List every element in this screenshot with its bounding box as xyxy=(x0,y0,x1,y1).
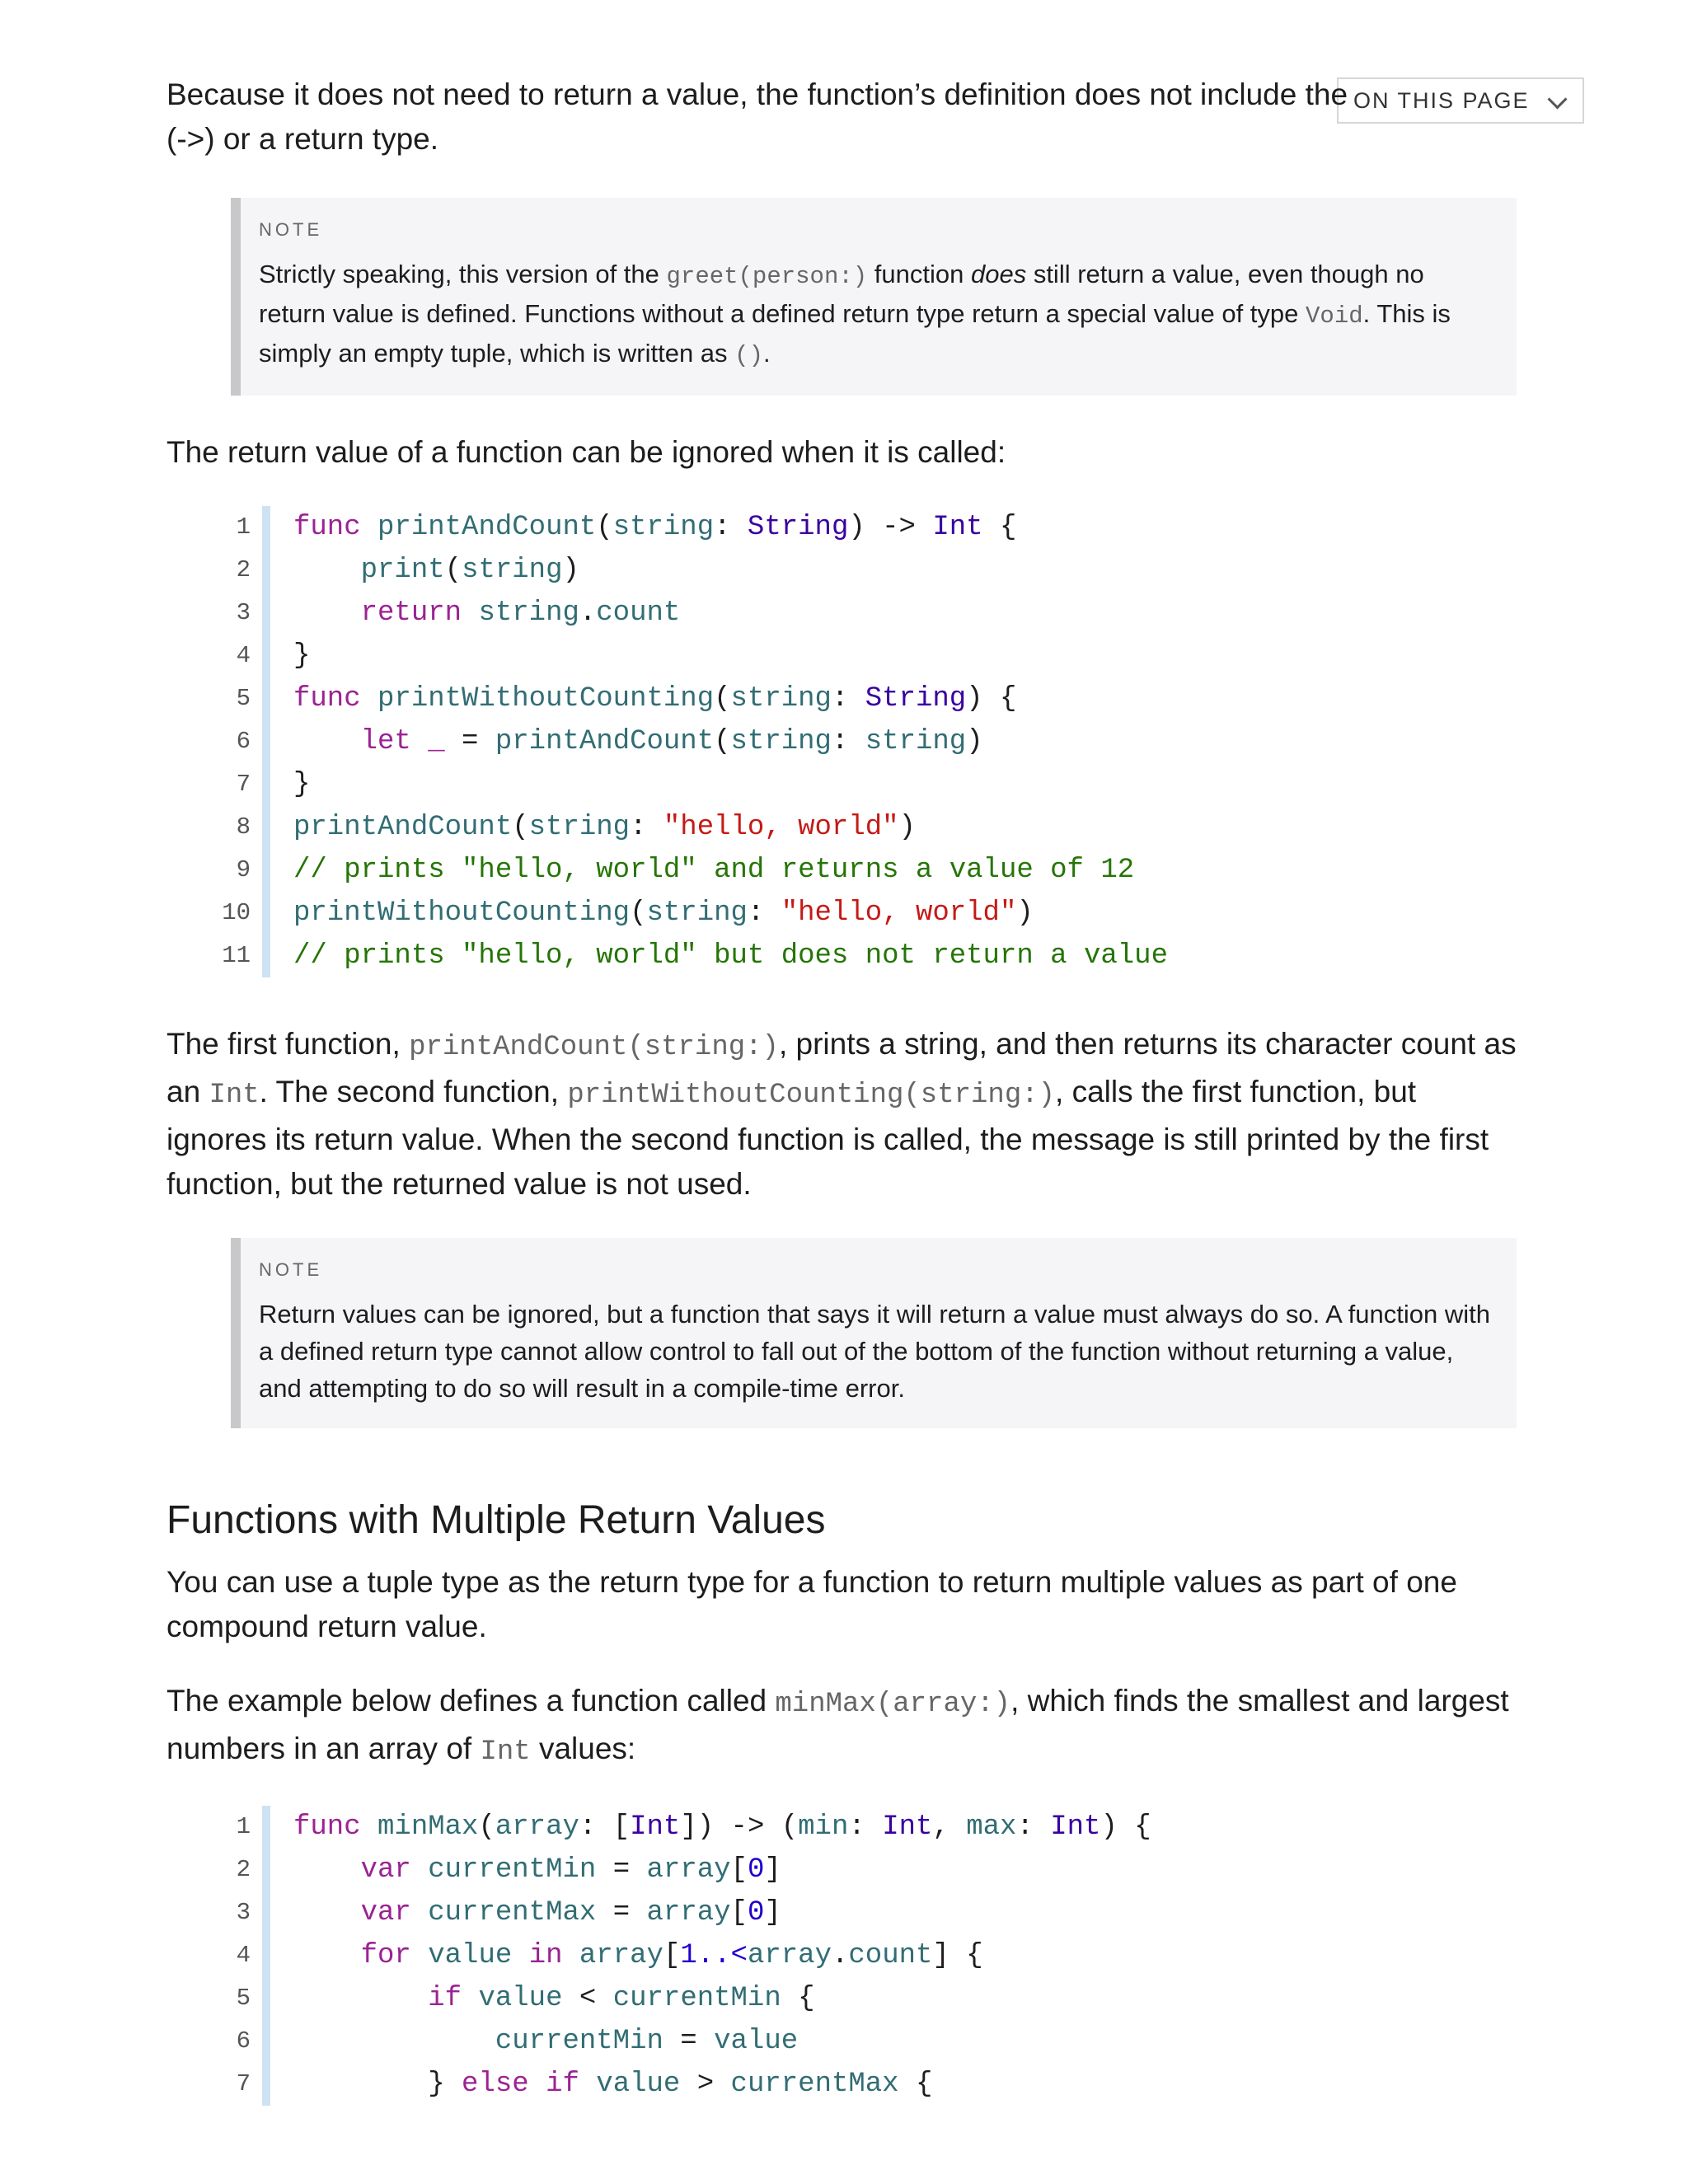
paragraph-first-function xyxy=(166,1022,1518,1207)
line-number: 7 xyxy=(236,771,251,798)
note-label: NOTE xyxy=(259,219,323,240)
code-line: for value in array[1..<array.count] { xyxy=(360,1940,983,1971)
code-line: printAndCount(string: "hello, world") xyxy=(293,812,916,843)
text: The first function, xyxy=(166,1027,410,1061)
code-line: } else if value > currentMax { xyxy=(428,2069,933,2100)
note-return-values xyxy=(231,1238,1517,1428)
code-block-print-and-count xyxy=(191,506,1518,977)
line-numbers xyxy=(191,506,270,977)
code-block-min-max xyxy=(191,1806,1518,2106)
line-number: 3 xyxy=(236,599,251,626)
code-line: func minMax(array: [Int]) -> (min: Int, max: Int) { xyxy=(293,1811,1151,1843)
line-number: 5 xyxy=(236,1985,251,2012)
line-number: 3 xyxy=(236,1899,251,1926)
note-text-part: function xyxy=(867,260,971,288)
paragraph-example xyxy=(166,1679,1518,1774)
code-line: currentMin = value xyxy=(495,2026,799,2057)
code-line: func printWithoutCounting(string: String) { xyxy=(293,683,1017,715)
note-text-part: still return a value, even though no return value is defined. Functions without a defined return type return a special value of type xyxy=(259,260,1424,328)
intro-paragraph xyxy=(166,73,1518,162)
line-number: 4 xyxy=(236,1942,251,1969)
inline-code: () xyxy=(734,342,763,369)
code-line: } xyxy=(293,769,311,800)
code-line: return string.count xyxy=(360,598,681,629)
note-text-part: . xyxy=(762,339,771,368)
line-number: 7 xyxy=(236,2070,251,2097)
emphasis: does xyxy=(970,260,1027,288)
inline-code: minMax(array:) xyxy=(775,1689,1011,1720)
line-number: 6 xyxy=(236,728,251,755)
text: , prints a string, and then returns its character count as an xyxy=(166,1027,1517,1108)
inline-code: printWithoutCounting(string:) xyxy=(567,1080,1056,1111)
code-lines xyxy=(270,1806,1151,2106)
inline-code: Void xyxy=(1306,302,1363,330)
text: , which finds the smallest and largest numbers in an array of xyxy=(166,1684,1509,1765)
note-text xyxy=(259,255,1490,374)
line-number: 11 xyxy=(222,942,251,969)
chevron-down-icon xyxy=(1547,89,1567,109)
code-line: var currentMax = array[0] xyxy=(360,1897,781,1929)
text: , calls the first function, but ignores its return value. When the second function is called, the message is still printed by the first function, but the returned value is not used. xyxy=(166,1075,1489,1201)
inline-code: Int xyxy=(209,1080,260,1111)
text: values: xyxy=(530,1732,636,1765)
line-number: 8 xyxy=(236,813,251,841)
code-line: let _ = printAndCount(string: string) xyxy=(360,726,983,757)
line-number: 6 xyxy=(236,2027,251,2055)
code-lines xyxy=(270,506,1168,977)
intro-line-1: Because it does not need to return a value, the function’s definition does not include the xyxy=(166,77,1348,111)
inline-code: greet(person:) xyxy=(666,263,868,290)
code-line: func printAndCount(string: String) -> Int { xyxy=(293,512,1017,543)
text: The example below defines a function called xyxy=(166,1684,776,1718)
line-number: 2 xyxy=(236,556,251,583)
paragraph-tuple: You can use a tuple type as the return type for a function to return multiple values as part of one compound return value. xyxy=(166,1565,1457,1643)
note-text-part: . This is simply an empty tuple, which is written as xyxy=(259,299,1451,368)
line-number: 5 xyxy=(236,685,251,712)
text: . The second function, xyxy=(259,1075,568,1108)
code-line: printWithoutCounting(string: "hello, world") xyxy=(293,898,1034,929)
line-number: 9 xyxy=(236,856,251,883)
note-void xyxy=(231,198,1517,396)
intro-line-2: (->) or a return type. xyxy=(166,122,439,156)
inline-code: printAndCount(string:) xyxy=(409,1032,779,1063)
paragraph-ignored: The return value of a function can be ignored when it is called: xyxy=(166,435,1006,469)
inline-code: Int xyxy=(480,1736,531,1768)
line-number: 1 xyxy=(236,1813,251,1840)
code-line: // prints "hello, world" and returns a value of 12 xyxy=(293,855,1135,886)
code-line: if value < currentMin { xyxy=(428,1983,815,2014)
on-this-page-label: ON THIS PAGE xyxy=(1353,87,1530,113)
section-heading: Functions with Multiple Return Values xyxy=(166,1498,826,1542)
code-line: print(string) xyxy=(360,555,579,586)
note-text: Return values can be ignored, but a function that says it will return a value must always do so. A function with a defined return type cannot allow control to fall out of the bottom of the function without returning a value, and attempting to do so will result in a compile-time error. xyxy=(259,1300,1490,1403)
line-number: 4 xyxy=(236,642,251,669)
line-numbers xyxy=(191,1806,270,2106)
line-number: 10 xyxy=(222,899,251,926)
line-number: 2 xyxy=(236,1856,251,1883)
note-text-part: Strictly speaking, this version of the xyxy=(259,260,667,288)
code-line: // prints "hello, world" but does not return a value xyxy=(293,940,1168,972)
note-label: NOTE xyxy=(259,1259,323,1280)
line-number: 1 xyxy=(236,513,251,541)
article-content xyxy=(166,73,1518,2106)
code-line: } xyxy=(293,640,311,672)
code-line: var currentMin = array[0] xyxy=(360,1854,781,1886)
